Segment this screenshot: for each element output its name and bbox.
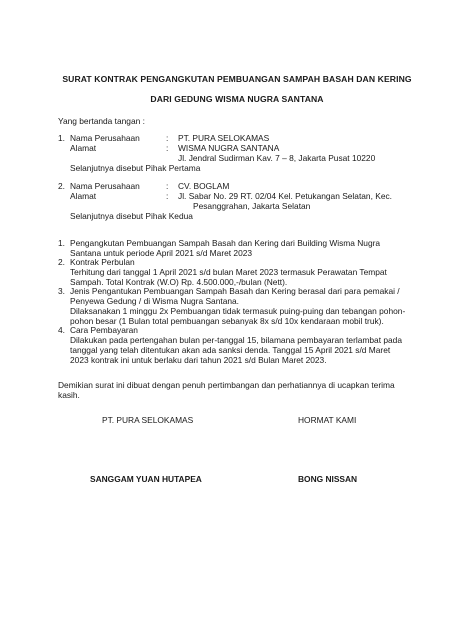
clause1-line2: Santana untuk periode April 2021 s/d Maret 2023 — [70, 248, 253, 258]
party1-address-line1: WISMA NUGRA SANTANA — [178, 143, 280, 153]
party2-company-label: Nama Perusahaan — [70, 181, 140, 191]
clause4-line3: tanggal yang telah ditentukan akan ada sanksi denda. Tanggal 15 April 2021 s/d Maret — [70, 345, 391, 355]
signature-right-heading: HORMAT KAMI — [298, 415, 357, 425]
clause1-number: 1. — [58, 238, 65, 248]
clause4-line1: Cara Pembayaran — [70, 325, 138, 335]
clause2-line2: Terhitung dari tanggal 1 April 2021 s/d bulan Maret 2023 termasuk Perawatan Tempat — [70, 267, 387, 277]
party2-company-value: CV. BOGLAM — [178, 181, 230, 191]
clause3-line3: Dilaksanakan 1 minggu 2x Pembuangan tidak termasuk puing-puing dan tebangan pohon- — [70, 306, 406, 316]
title-line-2: DARI GEDUNG WISMA NUGRA SANTANA — [150, 94, 324, 104]
party1-company-value: PT. PURA SELOKAMAS — [178, 133, 270, 143]
signature-left-company: PT. PURA SELOKAMAS — [102, 415, 194, 425]
party1-address-label: Alamat — [70, 143, 97, 153]
party1-address-line2: Jl. Jendral Sudirman Kav. 7 – 8, Jakarta Pusat 10220 — [178, 153, 376, 163]
party2-address-line2: Pesanggrahan, Jakarta Selatan — [193, 201, 311, 211]
closing-line2: kasih. — [58, 390, 80, 400]
clause4-number: 4. — [58, 325, 65, 335]
party2-role: Selanjutnya disebut Pihak Kedua — [70, 211, 193, 221]
party1-address-colon: : — [166, 143, 169, 153]
party1-role: Selanjutnya disebut Pihak Pertama — [70, 163, 201, 173]
signature-left-name: SANGGAM YUAN HUTAPEA — [90, 474, 202, 484]
clause1-line1: Pengangkutan Pembuangan Sampah Basah dan Kering dari Building Wisma Nugra — [70, 238, 381, 248]
party2-address-label: Alamat — [70, 191, 97, 201]
clause2-number: 2. — [58, 257, 65, 267]
closing-line1: Demikian surat ini dibuat dengan penuh pertimbangan dan perhatiannya di ucapkan terima — [58, 380, 395, 390]
party1-company-label: Nama Perusahaan — [70, 133, 140, 143]
party1-number: 1. — [58, 133, 65, 143]
title-line-1: SURAT KONTRAK PENGANGKUTAN PEMBUANGAN SAMPAH BASAH DAN KERING — [62, 74, 412, 84]
clause3-number: 3. — [58, 286, 65, 296]
party1-company-colon: : — [166, 133, 169, 143]
party2-company-colon: : — [166, 181, 169, 191]
clause3-line4: pohon besar (1 Bulan total pembuangan sebanyak 8x s/d 10x kendaraan mobil truk). — [70, 316, 384, 326]
party2-address-line1: Jl. Sabar No. 29 RT. 02/04 Kel. Petukangan Selatan, Kec. — [178, 191, 393, 201]
clause3-line1: Jenis Pengantukan Pembuangan Sampah Basah dan Kering berasal dari para pemakai / — [70, 286, 400, 296]
clause2-line3: Sampah. Total Kontrak (W.O) Rp. 4.500.000,-/bulan (Nett). — [70, 277, 288, 287]
party2-address-colon: : — [166, 191, 169, 201]
clause2-line1: Kontrak Perbulan — [70, 257, 135, 267]
clause4-line2: Dilakukan pada pertengahan bulan per-tanggal 15, bilamana pembayaran terlambat pada — [70, 335, 402, 345]
clause4-line4: 2023 kontrak ini untuk berlaku dari tahun 2021 s/d Bulan Maret 2023. — [70, 355, 327, 365]
signature-right-name: BONG NISSAN — [298, 474, 358, 484]
party2-number: 2. — [58, 181, 65, 191]
intro-text: Yang bertanda tangan : — [58, 116, 145, 126]
clause3-line2: Penyewa Gedung / di Wisma Nugra Santana. — [70, 296, 239, 306]
